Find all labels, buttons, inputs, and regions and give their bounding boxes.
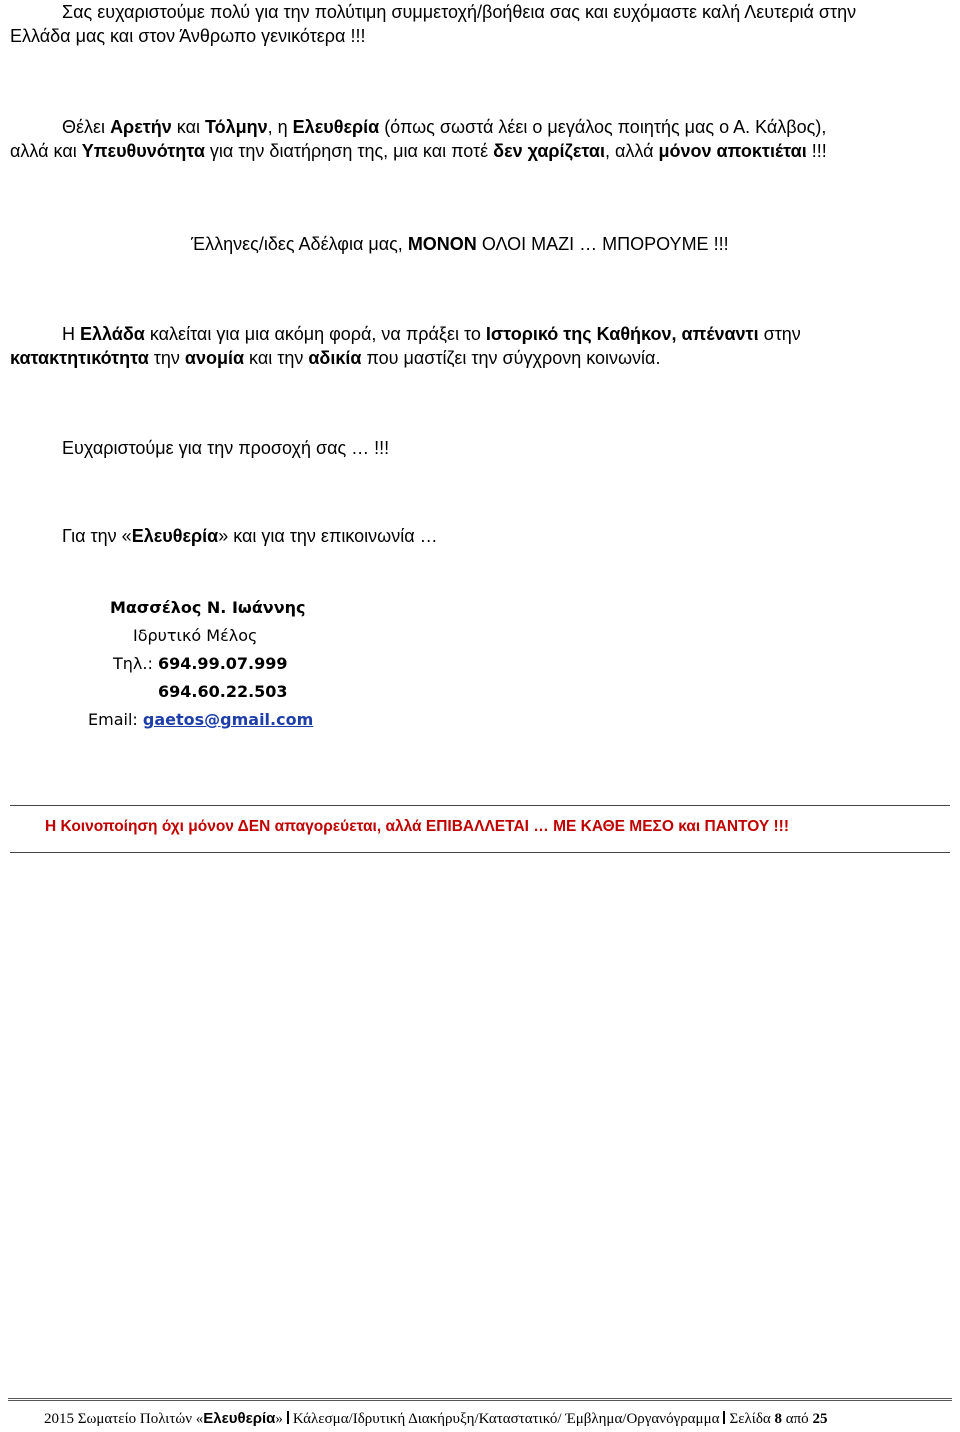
paragraph-freedom xyxy=(62,524,438,548)
text-run: που μαστίζει την σύγχρονη κοινωνία. xyxy=(361,348,661,368)
bold-run: Ιστορικό της Καθήκον, απέναντι xyxy=(485,324,759,344)
bold-run: Ελλάδα xyxy=(80,324,145,344)
footer-page-number: 8 xyxy=(774,1411,782,1427)
bold-run: ανομία xyxy=(184,348,245,368)
text-run: την xyxy=(148,348,185,368)
text-run: , η xyxy=(267,117,293,137)
paragraph-thanks xyxy=(10,0,857,48)
text-run: !!! xyxy=(806,141,827,161)
phone-label: Τηλ.: xyxy=(113,654,158,673)
signature-role: Ιδρυτικό Μέλος xyxy=(133,626,258,645)
paragraph-siblings xyxy=(191,232,729,256)
bold-run: κατακτητικότητα xyxy=(10,348,149,368)
footer-doc-title: Κάλεσμα/Ιδρυτική Διακήρυξη/Καταστατικό/ Έμβλημα/Οργανόγραμμα xyxy=(292,1411,720,1427)
signature-phone-2: 694.60.22.503 xyxy=(158,682,288,701)
separator-bar xyxy=(723,1411,725,1424)
text-run: Έλληνες/ιδες Αδέλφια μας, xyxy=(191,234,408,254)
bold-run: Ελευθερία xyxy=(292,117,380,137)
signature-email xyxy=(88,706,313,734)
text-run: (όπως σωστά λέει ο μεγάλος ποιητής μας ο Α. Κάλβος), xyxy=(379,117,827,137)
signature-phone xyxy=(113,650,288,678)
email-label: Email: xyxy=(88,710,143,729)
bold-run: μόνον αποκτιέται xyxy=(658,141,807,161)
text-run: και την xyxy=(244,348,309,368)
text-run: Θέλει xyxy=(62,117,111,137)
greece-line-1 xyxy=(10,322,950,346)
divider-bottom xyxy=(10,852,950,853)
footer-brand: Ελευθερία xyxy=(203,1410,276,1427)
text-run: και xyxy=(171,117,205,137)
notice-banner: Η Κοινοποίηση όχι μόνον ΔΕΝ απαγορεύεται, αλλά ΕΠΙΒΑΛΛΕΤΑΙ … ΜΕ ΚΑΘΕ ΜΕΣΟ και ΠΑΝΤΟΥ !!! xyxy=(45,818,789,835)
phone-number: 694.99.07.999 xyxy=(157,654,288,673)
bold-run: Ελευθερία xyxy=(131,526,219,546)
text-run: ΟΛΟΙ ΜΑΖΙ … ΜΠΟΡΟΥΜΕ !!! xyxy=(476,234,729,254)
thanks-line-1: Σας ευχαριστούμε πολύ για την πολύτιμη συμμετοχή/βοήθεια σας και ευχόμαστε καλή Λευτεριά στην xyxy=(62,2,857,22)
virtue-line-2 xyxy=(10,139,950,163)
text-run: καλείται για μια ακόμη φορά, να πράξει το xyxy=(144,324,486,344)
footer-text xyxy=(44,1410,827,1428)
paragraph-attention: Ευχαριστούμε για την προσοχή σας … !!! xyxy=(62,438,390,458)
virtue-line-1 xyxy=(62,115,950,139)
email-link[interactable]: gaetos@gmail.com xyxy=(142,710,314,729)
bold-run: δεν χαρίζεται xyxy=(493,141,605,161)
text-run: στην xyxy=(758,324,801,344)
greece-line-2 xyxy=(10,346,950,370)
bold-run: Υπευθυνότητα xyxy=(81,141,205,161)
separator-bar xyxy=(287,1411,289,1424)
footer-of: από xyxy=(782,1411,813,1427)
signature-name: Μασσέλος Ν. Ιωάννης xyxy=(110,598,306,617)
paragraph-virtue xyxy=(10,115,950,163)
paragraph-greece xyxy=(10,322,950,370)
bold-run: αδικία xyxy=(308,348,362,368)
text-run: » και για την επικοινωνία … xyxy=(218,526,438,546)
text-run: , αλλά xyxy=(604,141,659,161)
footer-quote: » xyxy=(275,1411,283,1427)
thanks-line-2: Ελλάδα μας και στον Άνθρωπο γενικότερα !!! xyxy=(10,26,366,46)
text-run: αλλά και xyxy=(10,141,82,161)
text-run: Η xyxy=(62,324,80,344)
text-run: Για την « xyxy=(62,526,132,546)
footer-page-total: 25 xyxy=(812,1411,828,1427)
bold-run: ΜΟΝΟΝ xyxy=(407,234,477,254)
divider-top xyxy=(10,805,950,806)
bold-run: Αρετήν xyxy=(110,117,172,137)
footer-page-label: Σελίδα xyxy=(729,1411,775,1427)
text-run: για την διατήρηση της, μια και ποτέ xyxy=(204,141,494,161)
footer-year-org: 2015 Σωματείο Πολιτών « xyxy=(44,1411,204,1427)
bold-run: Τόλμην xyxy=(204,117,268,137)
